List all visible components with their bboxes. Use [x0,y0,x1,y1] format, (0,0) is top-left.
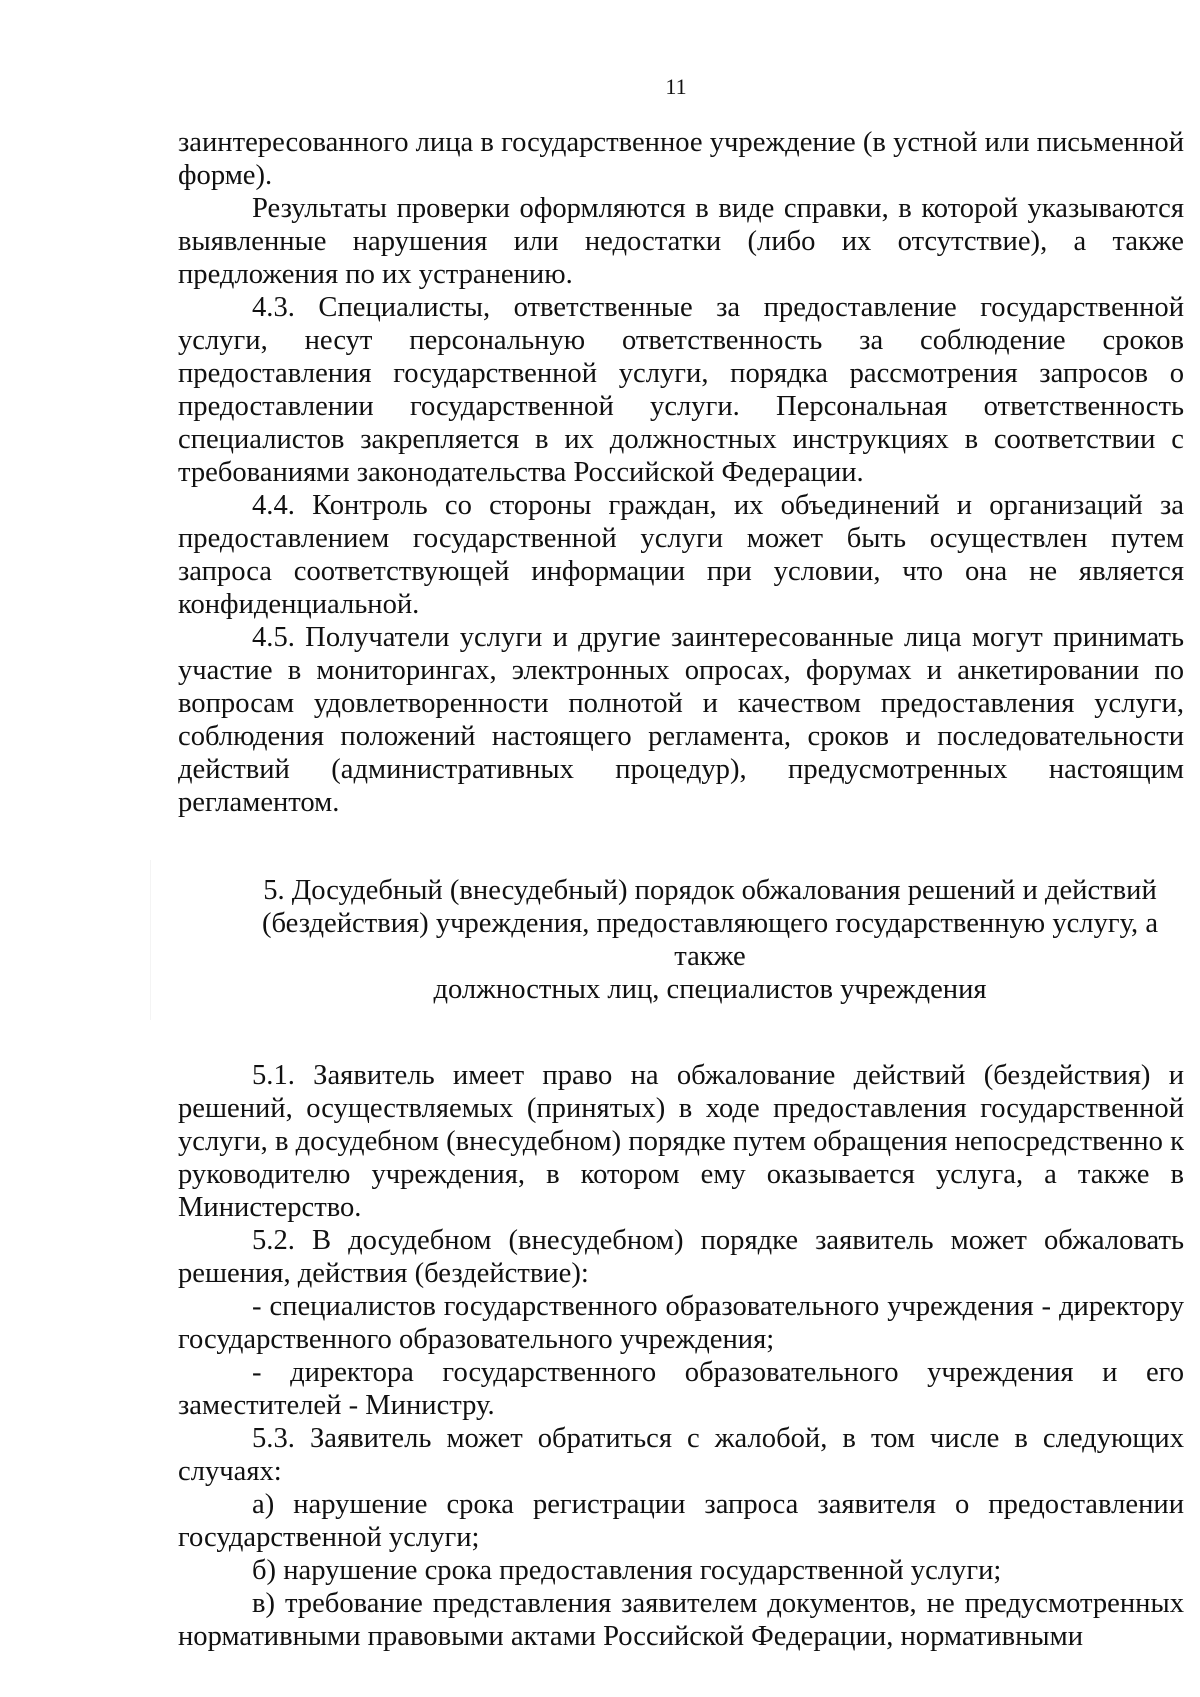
paragraph-5-2: 5.2. В досудебном (внесудебном) порядке заявитель может обжаловать решения, действия (бездействие): [178,1225,1184,1289]
paragraph-4-3: 4.3. Специалисты, ответственные за предоставление государственной услуги, несут персональную ответственность за соблюдение сроков предоставления государственной услуги, порядка рассмотрения запросов о предоставлении государственной услуги. Персональная ответственность специалистов закрепляется в их должностных инструкциях в соответствии с требованиями законодательства Российской Федерации. [178,292,1184,488]
section-heading-line: 5. Досудебный (внесудебный) порядок обжалования решений и действий [263,875,1157,906]
section-heading-line: (бездействия) учреждения, предоставляющего государственную услугу, а также [261,908,1159,972]
paragraph-5-3: 5.3. Заявитель может обратиться с жалобой, в том числе в следующих случаях: [178,1423,1184,1487]
paragraph-4-5: 4.5. Получатели услуги и другие заинтересованные лица могут принимать участие в мониторингах, электронных опросах, форумах и анкетировании по вопросам удовлетворенности полнотой и качеством предоставления услуги, соблюдения положений настоящего регламента, сроков и последовательности действий (административных процедур), предусмотренных настоящим регламентом. [178,622,1184,818]
scan-margin-mark [150,860,151,1020]
list-item-b: б) нарушение срока предоставления государственной услуги; [252,1555,1002,1586]
paragraph-4-4: 4.4. Контроль со стороны граждан, их объединений и организаций за предоставлением государственной услуги может быть осуществлен путем запроса соответствующей информации при условии, что она не является конфиденциальной. [178,490,1184,620]
list-item-director: - директора государственного образовательного учреждения и его заместителей - Министру. [178,1357,1184,1421]
list-item-a: а) нарушение срока регистрации запроса заявителя о предоставлении государственной услуги; [178,1489,1184,1553]
paragraph-continuation: заинтересованного лица в государственное учреждение (в устной или письменной форме). [178,127,1184,191]
list-item-specialists: - специалистов государственного образовательного учреждения - директору государственного образовательного учреждения; [178,1291,1184,1355]
paragraph-check-results: Результаты проверки оформляются в виде справки, в которой указываются выявленные нарушения или недостатки (либо их отсутствие), а также предложения по их устранению. [178,193,1184,290]
section-5-heading [178,874,1184,1006]
page-number: 11 [665,74,687,99]
paragraph-5-1: 5.1. Заявитель имеет право на обжалование действий (бездействия) и решений, осуществляемых (принятых) в ходе предоставления государственной услуги, в досудебном (внесудебном) порядке путем обращения непосредственно к руководителю учреждения, в котором ему оказывается услуга, а также в Министерство. [178,1060,1184,1223]
list-item-v: в) требование представления заявителем документов, не предусмотренных нормативными правовыми актами Российской Федерации, нормативными [178,1588,1184,1652]
section-heading-line: должностных лиц, специалистов учреждения [433,974,987,1005]
document-body [178,126,1184,1653]
